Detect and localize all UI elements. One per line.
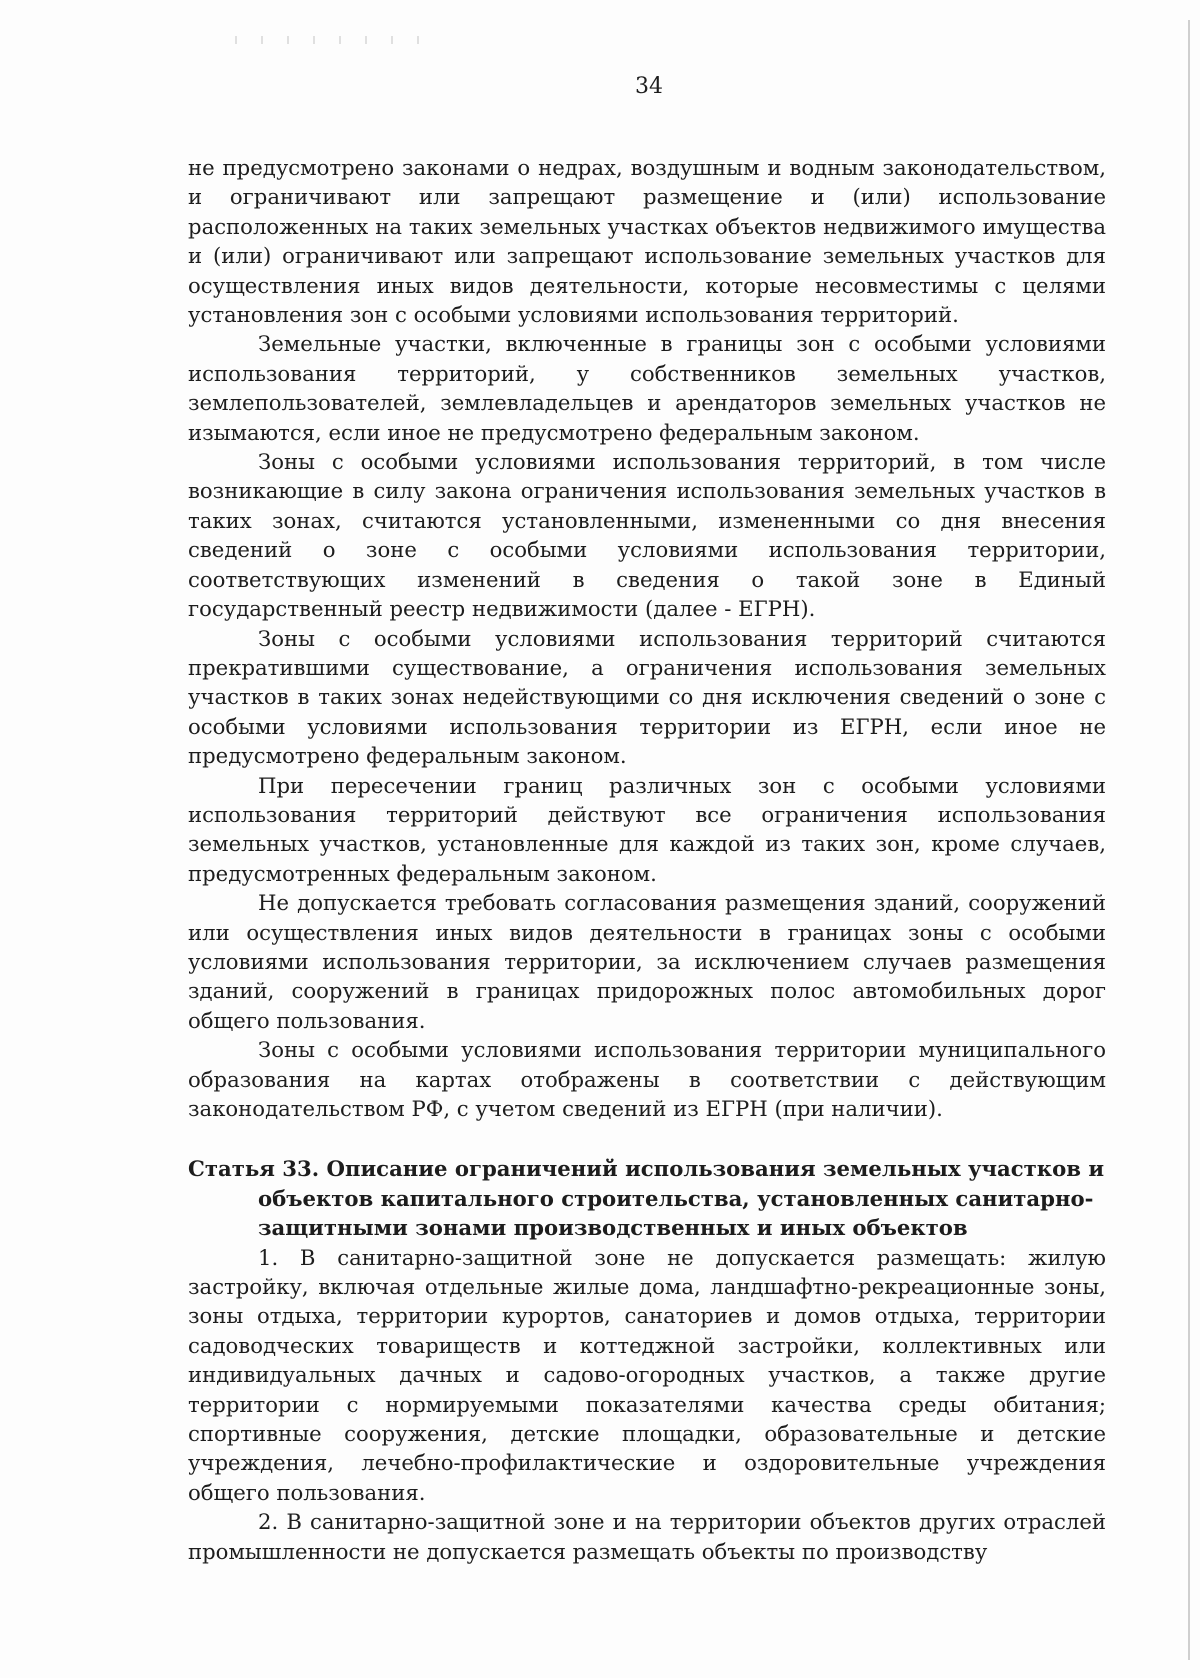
paragraph-zones-on-maps: Зоны с особыми условиями использования территории муниципального образования на картах отображены в соответствии с действующим законодательством РФ, с учетом сведений из ЕГРН (при наличии).	[188, 1037, 1106, 1121]
paragraph-item-2: 2. В санитарно-защитной зоне и на территории объектов других отраслей промышленности не допускается размещать объекты по производству	[188, 1509, 1106, 1564]
paragraph-no-approval-required: Не допускается требовать согласования размещения зданий, сооружений или осуществления иных видов деятельности в границах зоны с особыми условиями использования территории, за исключением случаев размещения зданий, сооружений в границах придорожных полос автомобильных дорог общего пользования.	[188, 890, 1106, 1033]
article-33-heading-text: Статья 33. Описание ограничений использования земельных участков и объектов капитального строительства, установленных санитарно-защитными зонами производственных и иных объектов	[188, 1156, 1105, 1241]
scan-edge-line	[1188, 20, 1190, 1660]
scan-artifact-marks	[235, 36, 435, 44]
paragraph-zones-terminated: Зоны с особыми условиями использования территорий считаются прекратившими существование, а ограничения использования земельных участков в таких зонах недействующими со дня исключения сведений о зоне с особыми условиями использования территории из ЕГРН, если иное не предусмотрено федеральным законом.	[188, 625, 1106, 769]
paragraph-zone-intersection: При пересечении границ различных зон с особыми условиями использования территорий действуют все ограничения использования земельных участков, установленные для каждой из таких зон, кроме случаев, предусмотренных федеральным законом.	[188, 772, 1106, 886]
paragraph-land-plots-not-seized: Земельные участки, включенные в границы зон с особыми условиями использования территорий, у собственников земельных участков, землепользователей, землевладельцев и арендаторов земельных участков не изымаются, если иное не предусмотрено федеральным законом.	[188, 331, 1106, 445]
page-number: 34	[635, 74, 663, 99]
paragraph-zones-established: Зоны с особыми условиями использования территорий, в том числе возникающие в силу закона ограничения использования земельных участков в таких зонах, считаются установленными, измененными со дня внесения сведений о зоне с особыми условиями использования территории, соответствующих изменений в сведения о такой зоне в Единый государственный реестр недвижимости (далее - ЕГРН).	[188, 449, 1106, 622]
paragraph-item-1: 1. В санитарно-защитной зоне не допускается размещать: жилую застройку, включая отдельные жилые дома, ландшафтно-рекреационные зоны, зоны отдыха, территории курортов, санаториев и домов отдыха, территории садоводческих товариществ и коттеджной застройки, коллективных или индивидуальных дачных и садово-огородных участков, а также другие территории с нормируемыми показателями качества среды обитания; спортивные сооружения, детские площадки, образовательные и детские учреждения, лечебно-профилактические и оздоровительные учреждения общего пользования.	[188, 1244, 1106, 1505]
paragraph-continued: не предусмотрено законами о недрах, воздушным и водным законодательством, и ограничивают или запрещают размещение и (или) использование расположенных на таких земельных участках объектов недвижимого имущества и (или) ограничивают или запрещают использование земельных участков для осуществления иных видов деятельности, которые несовместимы с целями установления зон с особыми условиями использования территорий.	[188, 155, 1106, 328]
article-33-heading	[188, 1154, 1106, 1242]
document-body	[188, 153, 1106, 1566]
